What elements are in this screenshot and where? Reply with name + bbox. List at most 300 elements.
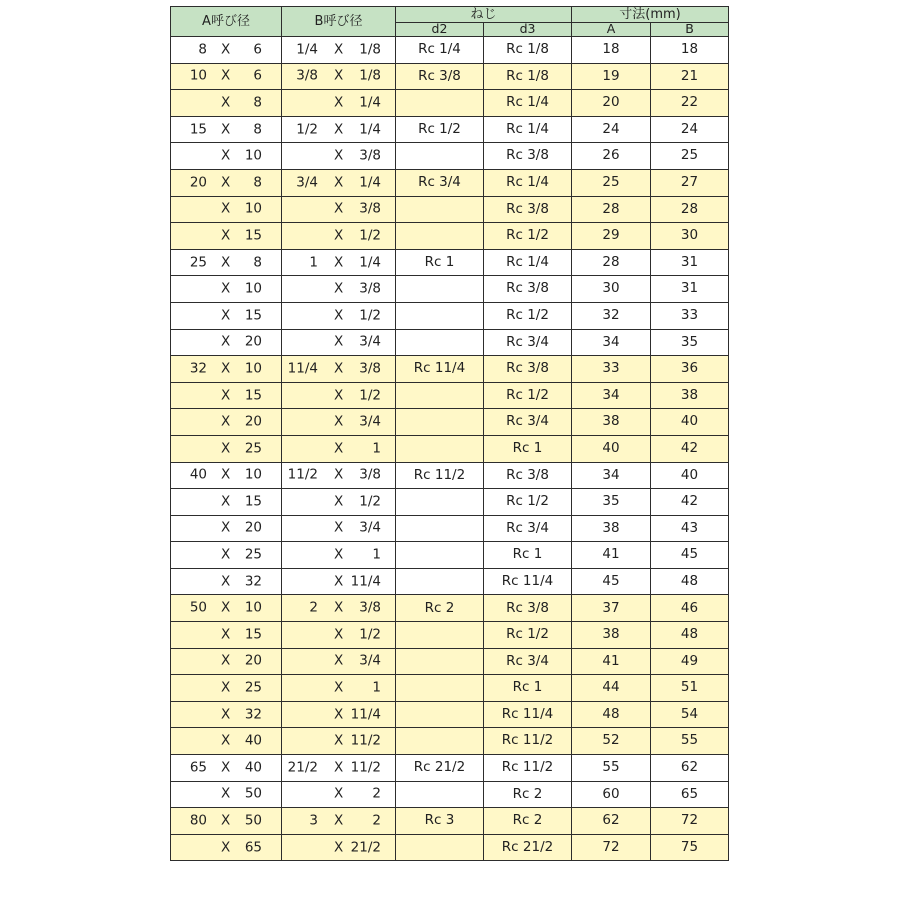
thread-d2-cell xyxy=(396,196,484,223)
a-size-cell xyxy=(171,675,282,702)
dim-b-cell: 33 xyxy=(651,302,729,329)
size-part-x1: X xyxy=(221,386,231,403)
size-part-x1: X xyxy=(221,812,231,829)
b-size-cell xyxy=(282,409,396,436)
size-part-x1: X xyxy=(221,626,231,643)
table-row xyxy=(171,675,729,702)
size-part-b2: 3/4 xyxy=(359,519,381,536)
dim-a-cell: 72 xyxy=(572,834,651,861)
b-size-cell xyxy=(282,595,396,622)
dim-b-cell: 25 xyxy=(651,143,729,170)
dim-a-cell: 28 xyxy=(572,249,651,276)
size-part-a2: 20 xyxy=(244,413,262,430)
thread-d2-cell xyxy=(396,409,484,436)
table-row xyxy=(171,834,729,861)
size-part-b1: 3/4 xyxy=(296,174,318,191)
size-part-x2: X xyxy=(334,333,344,350)
dim-b-cell: 35 xyxy=(651,329,729,356)
size-part-a2: 8 xyxy=(253,94,262,111)
size-part-x1: X xyxy=(221,546,231,563)
size-part-x2: X xyxy=(334,174,344,191)
dim-a-cell: 20 xyxy=(572,90,651,117)
size-part-b2: 3/4 xyxy=(359,413,381,430)
size-part-a2: 15 xyxy=(244,626,262,643)
a-size-cell xyxy=(171,701,282,728)
thread-d2-cell xyxy=(396,515,484,542)
table-row xyxy=(171,356,729,383)
size-part-x2: X xyxy=(334,785,344,802)
size-part-a2: 20 xyxy=(244,333,262,350)
b-size-cell xyxy=(282,329,396,356)
a-size-cell xyxy=(171,356,282,383)
size-part-b2: 1/8 xyxy=(359,41,381,58)
thread-d3-cell: Rc 1/4 xyxy=(484,116,572,143)
table-row xyxy=(171,568,729,595)
size-part-b1: 2 xyxy=(309,599,318,616)
a-size-cell xyxy=(171,196,282,223)
table-row xyxy=(171,648,729,675)
a-size-cell xyxy=(171,755,282,782)
size-part-b2: 1/4 xyxy=(359,94,381,111)
table-row xyxy=(171,249,729,276)
size-part-a2: 10 xyxy=(244,599,262,616)
thread-d2-cell xyxy=(396,276,484,303)
thread-d3-cell: Rc 1/2 xyxy=(484,489,572,516)
dim-a-cell: 62 xyxy=(572,808,651,835)
b-size-cell xyxy=(282,568,396,595)
table-header xyxy=(171,7,729,37)
size-part-x1: X xyxy=(221,174,231,191)
size-part-x1: X xyxy=(221,652,231,669)
size-part-a2: 65 xyxy=(244,838,262,855)
size-part-x2: X xyxy=(334,599,344,616)
thread-d3-cell: Rc 3/4 xyxy=(484,648,572,675)
size-part-b2: 1/2 xyxy=(359,493,381,510)
b-size-cell xyxy=(282,834,396,861)
thread-d2-cell xyxy=(396,648,484,675)
table-row xyxy=(171,302,729,329)
size-part-a2: 15 xyxy=(244,386,262,403)
thread-d2-cell xyxy=(396,302,484,329)
size-part-b2: 1/8 xyxy=(359,67,381,84)
b-size-cell xyxy=(282,169,396,196)
a-size-cell xyxy=(171,834,282,861)
size-part-x1: X xyxy=(221,732,231,749)
a-size-cell xyxy=(171,169,282,196)
thread-d2-cell: Rc 2 xyxy=(396,595,484,622)
size-part-b2: 3/8 xyxy=(359,280,381,297)
thread-d3-cell: Rc 1/2 xyxy=(484,302,572,329)
size-part-x2: X xyxy=(334,705,344,722)
size-part-b2: 1/4 xyxy=(359,120,381,137)
size-part-b2: 1 xyxy=(372,546,381,563)
dim-b-cell: 40 xyxy=(651,409,729,436)
a-size-cell xyxy=(171,808,282,835)
dim-a-cell: 44 xyxy=(572,675,651,702)
dim-a-cell: 25 xyxy=(572,169,651,196)
size-part-b2: 3/4 xyxy=(359,333,381,350)
a-size-cell xyxy=(171,595,282,622)
thread-d2-cell xyxy=(396,542,484,569)
dim-a-cell: 26 xyxy=(572,143,651,170)
dim-a-cell: 41 xyxy=(572,542,651,569)
thread-d2-cell: Rc 1/2 xyxy=(396,116,484,143)
size-part-x1: X xyxy=(221,200,231,217)
size-part-a2: 25 xyxy=(244,546,262,563)
thread-d2-cell xyxy=(396,489,484,516)
table-row xyxy=(171,169,729,196)
a-size-cell xyxy=(171,37,282,64)
size-part-a1: 40 xyxy=(189,466,207,483)
dim-a-cell: 40 xyxy=(572,435,651,462)
size-part-x1: X xyxy=(221,120,231,137)
thread-d3-cell: Rc 3/8 xyxy=(484,196,572,223)
thread-d2-cell xyxy=(396,675,484,702)
table-row xyxy=(171,382,729,409)
table-body xyxy=(171,37,729,861)
dim-b-cell: 27 xyxy=(651,169,729,196)
thread-d2-cell xyxy=(396,622,484,649)
size-part-x2: X xyxy=(334,679,344,696)
a-size-cell xyxy=(171,489,282,516)
size-part-b1: 21/2 xyxy=(287,759,318,776)
size-part-a1: 65 xyxy=(189,759,207,776)
b-size-cell xyxy=(282,276,396,303)
header-a-size: A呼び径 xyxy=(171,7,282,37)
size-part-x1: X xyxy=(221,413,231,430)
thread-d3-cell: Rc 11/4 xyxy=(484,701,572,728)
dim-b-cell: 72 xyxy=(651,808,729,835)
table-row xyxy=(171,90,729,117)
thread-d2-cell xyxy=(396,435,484,462)
table-row xyxy=(171,116,729,143)
size-part-x2: X xyxy=(334,812,344,829)
size-part-x1: X xyxy=(221,67,231,84)
dim-b-cell: 18 xyxy=(651,37,729,64)
table-row xyxy=(171,542,729,569)
table-row xyxy=(171,595,729,622)
b-size-cell xyxy=(282,356,396,383)
thread-d3-cell: Rc 3/4 xyxy=(484,329,572,356)
size-part-a1: 32 xyxy=(189,360,207,377)
dim-b-cell: 46 xyxy=(651,595,729,622)
thread-d2-cell: Rc 21/2 xyxy=(396,755,484,782)
fitting-dimension-table xyxy=(170,6,729,861)
thread-d3-cell: Rc 11/4 xyxy=(484,568,572,595)
size-part-x1: X xyxy=(221,253,231,270)
thread-d2-cell: Rc 3 xyxy=(396,808,484,835)
size-part-a1: 20 xyxy=(189,174,207,191)
thread-d3-cell: Rc 1 xyxy=(484,435,572,462)
dim-a-cell: 45 xyxy=(572,568,651,595)
a-size-cell xyxy=(171,223,282,250)
size-part-x1: X xyxy=(221,227,231,244)
size-part-x1: X xyxy=(221,572,231,589)
dim-a-cell: 35 xyxy=(572,489,651,516)
size-part-b2: 1/2 xyxy=(359,227,381,244)
size-part-a2: 10 xyxy=(244,466,262,483)
dim-b-cell: 48 xyxy=(651,622,729,649)
table-row xyxy=(171,701,729,728)
header-d3: d3 xyxy=(484,23,572,37)
size-part-b2: 11/4 xyxy=(350,705,381,722)
dim-b-cell: 65 xyxy=(651,781,729,808)
size-part-a2: 15 xyxy=(244,306,262,323)
size-part-b2: 11/2 xyxy=(350,759,381,776)
size-part-x1: X xyxy=(221,360,231,377)
dim-b-cell: 22 xyxy=(651,90,729,117)
a-size-cell xyxy=(171,435,282,462)
size-part-x1: X xyxy=(221,759,231,776)
dim-b-cell: 42 xyxy=(651,435,729,462)
size-part-x2: X xyxy=(334,546,344,563)
size-part-a2: 50 xyxy=(244,785,262,802)
thread-d3-cell: Rc 1 xyxy=(484,675,572,702)
a-size-cell xyxy=(171,63,282,90)
header-thread: ねじ xyxy=(396,7,572,23)
size-part-x2: X xyxy=(334,67,344,84)
a-size-cell xyxy=(171,302,282,329)
thread-d2-cell xyxy=(396,568,484,595)
size-part-a1: 80 xyxy=(189,812,207,829)
size-part-b2: 3/8 xyxy=(359,466,381,483)
thread-d2-cell xyxy=(396,90,484,117)
b-size-cell xyxy=(282,462,396,489)
a-size-cell xyxy=(171,568,282,595)
thread-d3-cell: Rc 1/2 xyxy=(484,223,572,250)
table-row xyxy=(171,781,729,808)
thread-d3-cell: Rc 11/2 xyxy=(484,728,572,755)
thread-d2-cell xyxy=(396,329,484,356)
size-part-x1: X xyxy=(221,41,231,58)
size-part-x2: X xyxy=(334,413,344,430)
size-part-x2: X xyxy=(334,626,344,643)
thread-d2-cell xyxy=(396,701,484,728)
dim-b-cell: 48 xyxy=(651,568,729,595)
b-size-cell xyxy=(282,302,396,329)
table-row xyxy=(171,808,729,835)
size-part-x1: X xyxy=(221,785,231,802)
thread-d3-cell: Rc 3/8 xyxy=(484,462,572,489)
size-part-x1: X xyxy=(221,94,231,111)
size-part-a2: 6 xyxy=(253,67,262,84)
a-size-cell xyxy=(171,728,282,755)
size-part-a2: 10 xyxy=(244,360,262,377)
a-size-cell xyxy=(171,116,282,143)
table-row xyxy=(171,409,729,436)
thread-d2-cell: Rc 11/4 xyxy=(396,356,484,383)
dim-b-cell: 75 xyxy=(651,834,729,861)
b-size-cell xyxy=(282,90,396,117)
dim-b-cell: 43 xyxy=(651,515,729,542)
dim-a-cell: 34 xyxy=(572,382,651,409)
size-part-a2: 6 xyxy=(253,41,262,58)
a-size-cell xyxy=(171,515,282,542)
b-size-cell xyxy=(282,648,396,675)
size-part-b1: 11/4 xyxy=(287,360,318,377)
dim-b-cell: 24 xyxy=(651,116,729,143)
thread-d3-cell: Rc 11/2 xyxy=(484,755,572,782)
thread-d3-cell: Rc 3/8 xyxy=(484,276,572,303)
thread-d3-cell: Rc 1/8 xyxy=(484,37,572,64)
a-size-cell xyxy=(171,143,282,170)
size-part-b2: 11/2 xyxy=(350,732,381,749)
b-size-cell xyxy=(282,728,396,755)
size-part-x2: X xyxy=(334,466,344,483)
dim-a-cell: 32 xyxy=(572,302,651,329)
size-part-b2: 1/2 xyxy=(359,306,381,323)
thread-d3-cell: Rc 21/2 xyxy=(484,834,572,861)
b-size-cell xyxy=(282,143,396,170)
dim-b-cell: 21 xyxy=(651,63,729,90)
table-row xyxy=(171,489,729,516)
size-part-a1: 8 xyxy=(198,41,207,58)
size-part-a2: 50 xyxy=(244,812,262,829)
size-part-x2: X xyxy=(334,360,344,377)
thread-d2-cell: Rc 11/2 xyxy=(396,462,484,489)
dim-b-cell: 31 xyxy=(651,276,729,303)
size-part-x2: X xyxy=(334,759,344,776)
dim-a-cell: 41 xyxy=(572,648,651,675)
dim-b-cell: 42 xyxy=(651,489,729,516)
dim-b-cell: 28 xyxy=(651,196,729,223)
b-size-cell xyxy=(282,515,396,542)
size-part-b2: 1 xyxy=(372,679,381,696)
size-part-x1: X xyxy=(221,838,231,855)
b-size-cell xyxy=(282,37,396,64)
table-row xyxy=(171,435,729,462)
dim-a-cell: 19 xyxy=(572,63,651,90)
b-size-cell xyxy=(282,63,396,90)
size-part-a2: 8 xyxy=(253,253,262,270)
size-part-b1: 3 xyxy=(309,812,318,829)
size-part-x2: X xyxy=(334,147,344,164)
a-size-cell xyxy=(171,542,282,569)
size-part-a2: 32 xyxy=(244,705,262,722)
thread-d2-cell: Rc 3/8 xyxy=(396,63,484,90)
table-row xyxy=(171,63,729,90)
size-part-x1: X xyxy=(221,280,231,297)
size-part-a1: 10 xyxy=(189,67,207,84)
thread-d3-cell: Rc 3/8 xyxy=(484,595,572,622)
size-part-x2: X xyxy=(334,493,344,510)
size-part-x1: X xyxy=(221,599,231,616)
size-part-x1: X xyxy=(221,466,231,483)
b-size-cell xyxy=(282,489,396,516)
dim-b-cell: 40 xyxy=(651,462,729,489)
thread-d3-cell: Rc 2 xyxy=(484,781,572,808)
thread-d3-cell: Rc 3/4 xyxy=(484,515,572,542)
a-size-cell xyxy=(171,90,282,117)
size-part-b2: 1/4 xyxy=(359,253,381,270)
thread-d3-cell: Rc 1/4 xyxy=(484,90,572,117)
b-size-cell xyxy=(282,223,396,250)
size-part-x1: X xyxy=(221,333,231,350)
table-row xyxy=(171,37,729,64)
size-part-b2: 11/4 xyxy=(350,572,381,589)
a-size-cell xyxy=(171,382,282,409)
dim-a-cell: 60 xyxy=(572,781,651,808)
thread-d3-cell: Rc 3/8 xyxy=(484,143,572,170)
dim-a-cell: 24 xyxy=(572,116,651,143)
table-row xyxy=(171,329,729,356)
b-size-cell xyxy=(282,701,396,728)
size-part-b2: 2 xyxy=(372,812,381,829)
dim-b-cell: 54 xyxy=(651,701,729,728)
dim-a-cell: 38 xyxy=(572,515,651,542)
header-dimensions: 寸法(mm) xyxy=(572,7,729,23)
size-part-b2: 3/8 xyxy=(359,360,381,377)
size-part-x2: X xyxy=(334,386,344,403)
thread-d2-cell xyxy=(396,781,484,808)
size-part-x2: X xyxy=(334,838,344,855)
header-b-size: B呼び径 xyxy=(282,7,396,37)
size-part-a1: 15 xyxy=(189,120,207,137)
size-part-x2: X xyxy=(334,227,344,244)
dim-b-cell: 51 xyxy=(651,675,729,702)
size-part-x2: X xyxy=(334,280,344,297)
header-d2: d2 xyxy=(396,23,484,37)
b-size-cell xyxy=(282,382,396,409)
size-part-b2: 1 xyxy=(372,439,381,456)
size-part-b2: 21/2 xyxy=(350,838,381,855)
dim-b-cell: 30 xyxy=(651,223,729,250)
thread-d2-cell xyxy=(396,223,484,250)
size-part-a2: 32 xyxy=(244,572,262,589)
size-part-x2: X xyxy=(334,306,344,323)
a-size-cell xyxy=(171,622,282,649)
dim-a-cell: 37 xyxy=(572,595,651,622)
thread-d2-cell: Rc 1/4 xyxy=(396,37,484,64)
thread-d2-cell: Rc 1 xyxy=(396,249,484,276)
dim-a-cell: 28 xyxy=(572,196,651,223)
thread-d3-cell: Rc 1/4 xyxy=(484,169,572,196)
thread-d3-cell: Rc 1/4 xyxy=(484,249,572,276)
size-part-x2: X xyxy=(334,253,344,270)
b-size-cell xyxy=(282,781,396,808)
b-size-cell xyxy=(282,755,396,782)
dim-b-cell: 49 xyxy=(651,648,729,675)
dim-a-cell: 29 xyxy=(572,223,651,250)
dim-a-cell: 38 xyxy=(572,622,651,649)
size-part-x2: X xyxy=(334,572,344,589)
dim-a-cell: 48 xyxy=(572,701,651,728)
size-part-b2: 1/2 xyxy=(359,386,381,403)
size-part-b2: 3/4 xyxy=(359,652,381,669)
size-part-x1: X xyxy=(221,147,231,164)
table-row xyxy=(171,223,729,250)
size-part-a2: 10 xyxy=(244,280,262,297)
size-part-b1: 11/2 xyxy=(287,466,318,483)
size-part-a2: 40 xyxy=(244,732,262,749)
a-size-cell xyxy=(171,648,282,675)
dim-a-cell: 34 xyxy=(572,329,651,356)
dim-a-cell: 30 xyxy=(572,276,651,303)
size-part-b2: 3/8 xyxy=(359,147,381,164)
thread-d2-cell xyxy=(396,728,484,755)
b-size-cell xyxy=(282,542,396,569)
a-size-cell xyxy=(171,249,282,276)
size-part-b2: 1/2 xyxy=(359,626,381,643)
size-part-x1: X xyxy=(221,519,231,536)
size-part-a2: 20 xyxy=(244,652,262,669)
size-part-a2: 25 xyxy=(244,439,262,456)
thread-d2-cell xyxy=(396,143,484,170)
size-part-a2: 20 xyxy=(244,519,262,536)
dim-b-cell: 45 xyxy=(651,542,729,569)
thread-d3-cell: Rc 1 xyxy=(484,542,572,569)
size-part-x2: X xyxy=(334,652,344,669)
